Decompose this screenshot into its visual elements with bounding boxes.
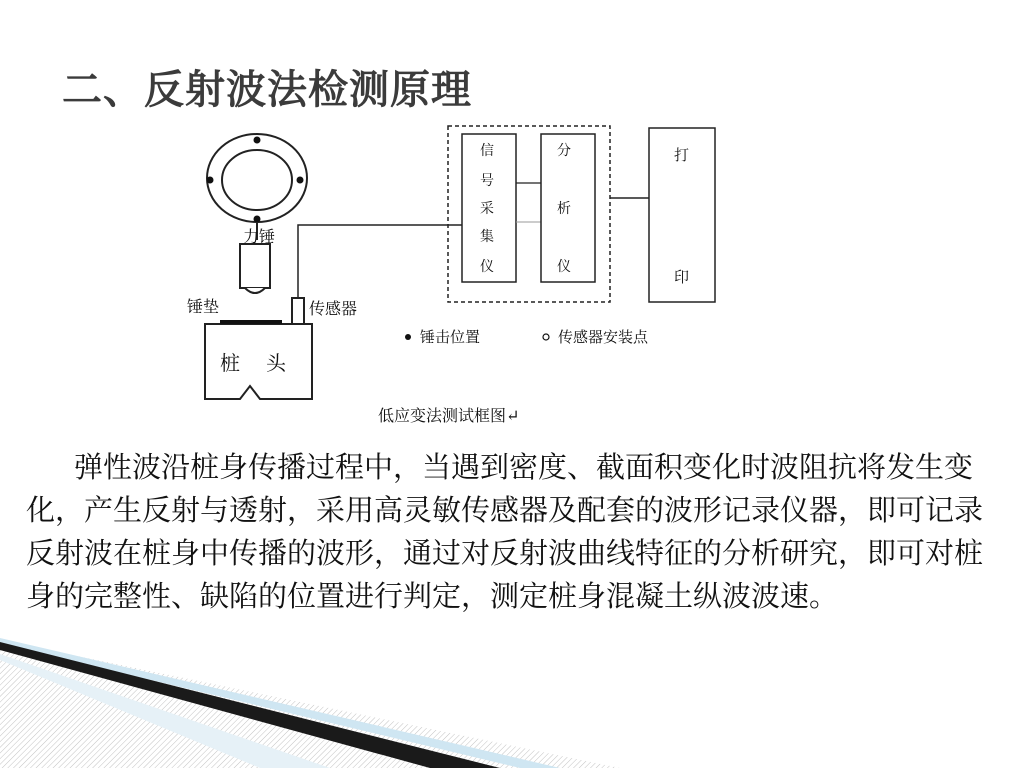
body-paragraph: 弹性波沿桩身传播过程中，当遇到密度、截面积变化时波阻抗将发生变化，产生反射与透射，采用高灵敏传感器及配套的波形记录仪器，即可记录反射波在桩身中传播的波形，通过对反射波曲线特征的分析研究，即可对桩身的完整性、缺陷的位置进行判定，测定桩身混凝土纵波波速。: [26, 450, 984, 613]
sensor-cable: [298, 225, 462, 298]
acquisition-char-4: 集: [480, 229, 494, 245]
slide-title: 二、反射波法检测原理: [62, 67, 472, 113]
printer-char-1: 打: [674, 146, 690, 164]
acquisition-char-3: 采: [480, 201, 494, 217]
diagram-caption: 低应变法测试框图↵: [378, 406, 520, 425]
pile-head-char-2: 头: [266, 351, 286, 375]
legend-strike: 锤击位置: [420, 328, 481, 346]
sensor-label: 传感器: [309, 299, 358, 318]
pile-head: [205, 298, 312, 399]
hammer-pad-label: 锤垫: [187, 297, 220, 316]
legend-sensor: 传感器安装点: [558, 328, 649, 346]
acquisition-char-1: 信: [480, 143, 494, 159]
analysis-char-2: 析: [557, 201, 571, 217]
printer-char-2: 印: [674, 268, 690, 286]
sensor-marker-icon: [543, 334, 549, 340]
analysis-char-1: 分: [557, 143, 571, 159]
acquisition-char-2: 号: [480, 173, 494, 189]
acquisition-char-5: 仪: [480, 259, 494, 275]
pile-head-char-1: 桩: [220, 351, 240, 375]
corner-decoration: [0, 600, 1024, 768]
analysis-char-3: 仪: [557, 259, 571, 275]
hammer-icon: [207, 134, 308, 293]
hammer-label: 力锤: [243, 227, 276, 246]
strike-marker-icon: [405, 334, 411, 340]
